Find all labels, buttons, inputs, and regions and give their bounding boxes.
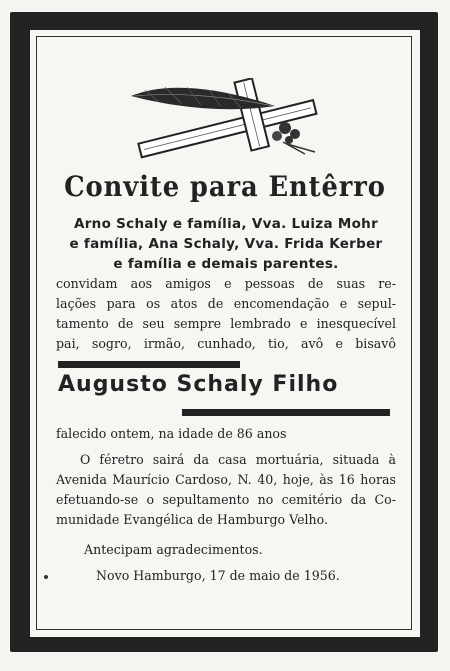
text-line: lações para os atos de encomendação e sepul- xyxy=(56,296,396,311)
text-line: munidade Evangélica de Hamburgo Velho. xyxy=(56,512,329,527)
funeral-paragraph xyxy=(56,450,396,530)
decorative-rule xyxy=(58,361,240,368)
text-line: convidam aos amigos e pessoas de suas re- xyxy=(56,276,396,291)
family-line: Arno Schaly e família, Vva. Luiza Mohr xyxy=(73,216,379,232)
family-line: e família e demais parentes. xyxy=(113,256,339,272)
death-notice-line: falecido ontem, na idade de 86 anos xyxy=(56,426,287,441)
text-line: tamento de seu sempre lembrado e inesquecível xyxy=(56,316,396,331)
print-speck xyxy=(44,575,48,579)
invitation-paragraph xyxy=(56,274,396,354)
text-line: efetuando-se o sepultamento no cemitério da Co- xyxy=(56,492,396,507)
thanks-line: Antecipam agradecimentos. xyxy=(84,542,263,557)
text-line: pai, sogro, irmão, cunhado, tio, avô e bisavô xyxy=(56,336,396,351)
deceased-name: Augusto Schaly Filho xyxy=(58,372,339,397)
notice-title: Convite para Entêrro xyxy=(64,170,386,203)
place-and-date: Novo Hamburgo, 17 de maio de 1956. xyxy=(96,568,340,583)
text-line: O féretro sairá da casa mortuária, situada à xyxy=(80,452,396,467)
cross-and-palm-illustration xyxy=(125,78,325,160)
decorative-rule xyxy=(182,409,390,416)
flower-bouquet-icon xyxy=(272,122,315,154)
family-names xyxy=(56,214,396,274)
family-line: e família, Ana Schaly, Vva. Frida Kerber xyxy=(69,236,383,252)
text-line: Avenida Maurício Cardoso, N. 40, hoje, às 16 horas xyxy=(56,472,396,487)
